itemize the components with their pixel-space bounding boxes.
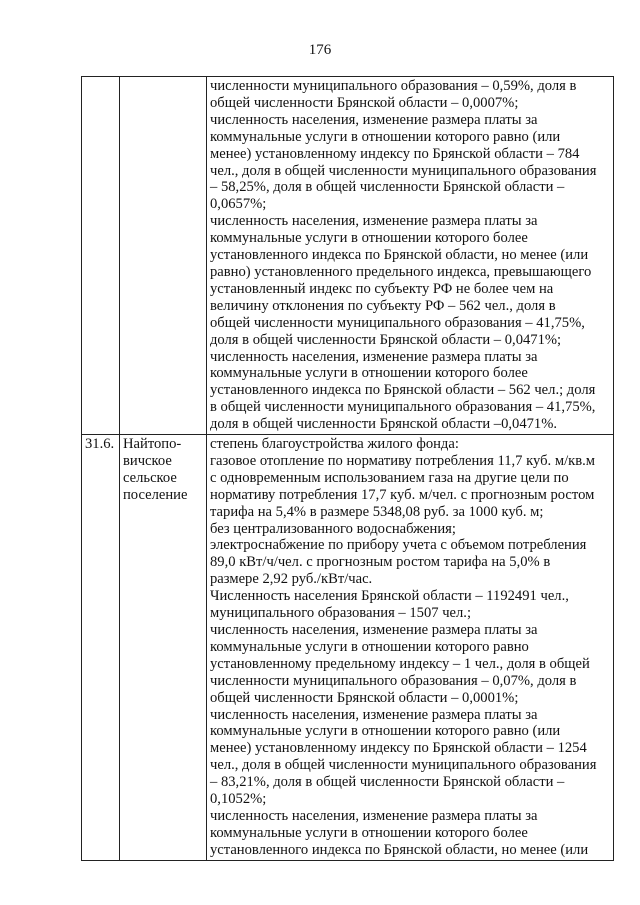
text-line: общей численности муниципального образования – 41,75%,	[210, 314, 585, 331]
text-line: коммунальные услуги в отношении которого равно (или	[210, 723, 561, 740]
text-line: коммунальные услуги в отношении которого более	[210, 824, 528, 841]
text-line: муниципального образования – 1507 чел.;	[210, 605, 472, 622]
settlement-name-cell	[120, 77, 207, 435]
text-line: тарифа на 5,4% в размере 5348,08 руб. за 1000 куб. м;	[210, 503, 544, 520]
text-line: Численность населения Брянской области – 1192491 чел.,	[210, 588, 569, 605]
description-cell	[207, 77, 614, 435]
settlement-name-line: Найтопо-	[123, 436, 182, 453]
text-line: – 83,21%, доля в общей численности Брянской области –	[210, 774, 565, 791]
text-line: установленного индекса по Брянской области, но менее (или	[210, 247, 589, 264]
text-line: общей численности Брянской области – 0,0007%;	[210, 94, 519, 111]
text-line: чел., доля в общей численности муниципального образования	[210, 757, 597, 774]
row-number-cell: 31.6.	[82, 435, 120, 861]
text-line: электроснабжение по прибору учета с объемом потребления	[210, 537, 587, 554]
text-line: установленному предельному индексу – 1 чел., доля в общей	[210, 655, 590, 672]
text-line: газовое отопление по нормативу потребления 11,7 куб. м/кв.м	[210, 452, 595, 469]
text-line: численность населения, изменение размера платы за	[210, 213, 538, 230]
text-line: коммунальные услуги в отношении которого более	[210, 230, 528, 247]
table-row	[82, 77, 614, 435]
text-line: коммунальные услуги в отношении которого более	[210, 365, 528, 382]
text-line: установленного индекса по Брянской области – 562 чел.; доля	[210, 382, 596, 399]
text-line: с одновременным использованием газа на другие цели по	[210, 469, 569, 486]
text-line: установленный индекс по субъекту РФ не более чем на	[210, 280, 554, 297]
text-line: численность населения, изменение размера платы за	[210, 807, 538, 824]
settlement-name-line: вичское	[123, 452, 172, 469]
text-line: коммунальные услуги в отношении которого равно (или	[210, 128, 561, 145]
text-line: равно) установленного предельного индекса, превышающего	[210, 263, 592, 280]
text-line: менее) установленному индексу по Брянской области – 1254	[210, 740, 587, 757]
text-line: общей численности Брянской области – 0,0001%;	[210, 689, 519, 706]
text-line: коммунальные услуги в отношении которого равно	[210, 638, 529, 655]
settlement-name-line: сельское	[123, 469, 177, 486]
text-line: численность населения, изменение размера платы за	[210, 622, 538, 638]
row-number-cell	[82, 77, 120, 435]
description-cell	[207, 435, 614, 861]
text-line: величину отклонения по субъекту РФ – 562 чел., доля в	[210, 297, 556, 314]
settlement-name-cell	[120, 435, 207, 861]
tariff-table	[81, 76, 614, 861]
page-number: 176	[308, 42, 332, 58]
text-line: степень благоустройства жилого фонда:	[210, 436, 459, 453]
text-line: менее) установленному индексу по Брянской области – 784	[210, 145, 580, 162]
text-line: численность населения, изменение размера платы за	[210, 348, 538, 365]
table-row	[82, 435, 614, 861]
text-line: установленного индекса по Брянской области, но менее (или	[210, 841, 589, 858]
text-line: доля в общей численности Брянской области –0,0471%.	[210, 416, 558, 433]
text-line: численности муниципального образования – 0,07%, доля в	[210, 672, 577, 689]
text-line: нормативу потребления 17,7 куб. м/чел. с прогнозным ростом	[210, 486, 595, 503]
text-line: – 58,25%, доля в общей численности Брянской области –	[210, 179, 565, 196]
text-line: в общей численности муниципального образования – 41,75%,	[210, 399, 596, 416]
text-line: численности муниципального образования – 0,59%, доля в	[210, 78, 577, 94]
text-line: доля в общей численности Брянской области – 0,0471%;	[210, 331, 562, 348]
text-line: без централизованного водоснабжения;	[210, 520, 456, 537]
text-line: чел., доля в общей численности муниципального образования	[210, 162, 597, 179]
text-line: размере 2,92 руб./кВт/час.	[210, 571, 373, 588]
settlement-name-line: поселение	[123, 486, 188, 503]
text-line: 0,0657%;	[210, 196, 267, 213]
text-line: 89,0 кВт/ч/чел. с прогнозным ростом тарифа на 5,0% в	[210, 554, 551, 571]
text-line: численность населения, изменение размера платы за	[210, 111, 538, 128]
text-line: 0,1052%;	[210, 791, 267, 808]
text-line: численность населения, изменение размера платы за	[210, 706, 538, 723]
